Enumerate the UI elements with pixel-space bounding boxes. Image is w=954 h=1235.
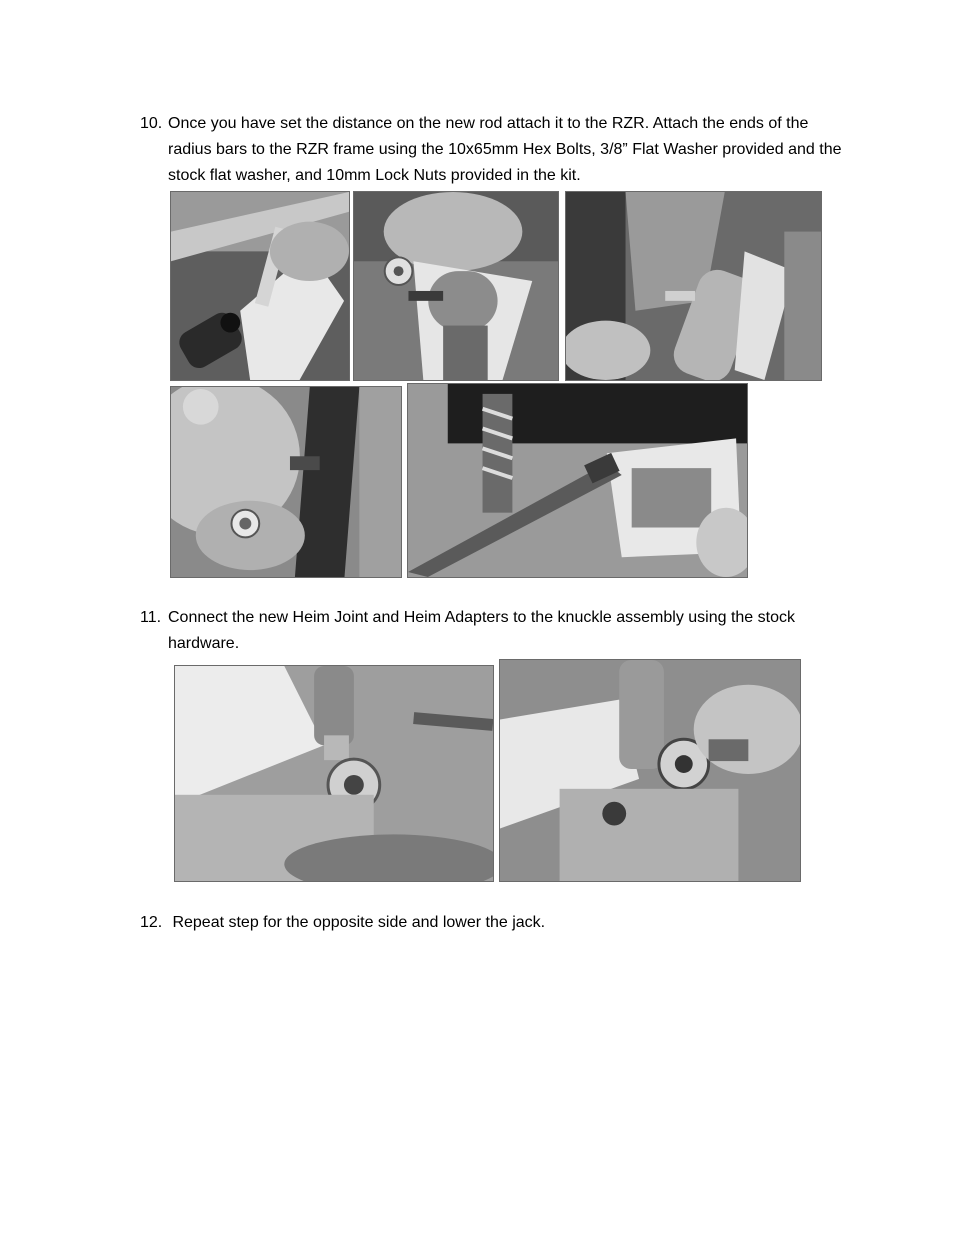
photo-heim-joint-knuckle: [174, 665, 494, 882]
photo-wrench-on-bracket: [407, 383, 748, 578]
step-text: Connect the new Heim Joint and Heim Adapters to the knuckle assembly using the stock hardware.: [168, 609, 795, 652]
step-text: Once you have set the distance on the new rod attach it to the RZR. Attach the ends of the radius bars to the RZR frame using the 10x65mm Hex Bolts, 3/8” Flat Washer provided and the stock flat washer, and 10mm Lock Nuts provided in the kit.: [168, 115, 842, 184]
step-number: 12.: [140, 914, 163, 931]
photo-bolt-into-frame: [565, 191, 822, 381]
step-text: Repeat step for the opposite side and lower the jack.: [168, 914, 546, 931]
step-number: 11.: [140, 609, 162, 626]
step-10: [140, 111, 850, 189]
photo-heim-adapter-install: [499, 659, 801, 882]
photo-nut-on-bolt: [170, 386, 402, 578]
step-number: 10.: [140, 115, 163, 132]
photo-bolt-through-bracket: [170, 191, 350, 381]
step-11: [140, 605, 850, 657]
step-12: [140, 910, 850, 936]
photo-washer-on-heim: [353, 191, 559, 381]
